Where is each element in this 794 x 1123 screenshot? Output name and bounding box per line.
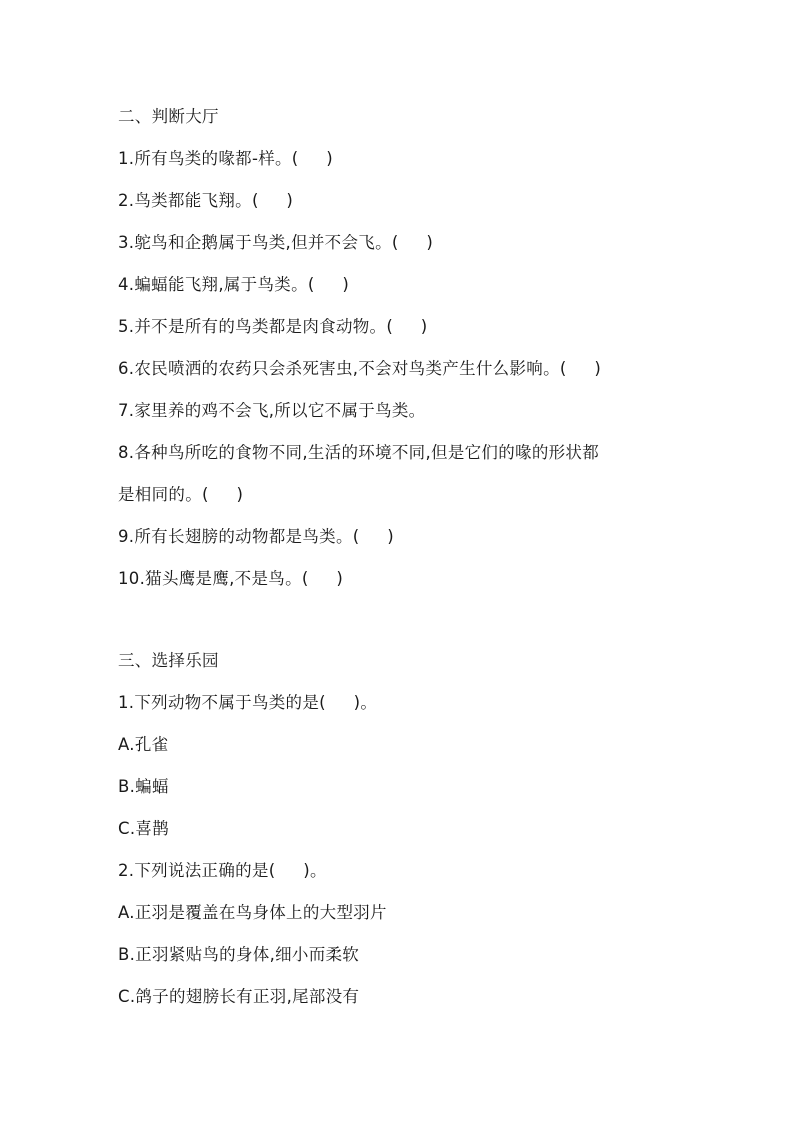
section-heading: 二、判断大厅 bbox=[118, 107, 219, 126]
question-4: 4.蝙蝠能飞翔,属于鸟类。( ) bbox=[118, 275, 350, 294]
choice-option-b: B.蝙蝠 bbox=[118, 777, 169, 796]
choice-option-c: C.鸽子的翅膀长有正羽,尾部没有 bbox=[118, 987, 360, 1006]
choice-option-a: A.孔雀 bbox=[118, 735, 169, 754]
question-3: 3.鸵鸟和企鹅属于鸟类,但并不会飞。( ) bbox=[118, 233, 434, 252]
choice-option-c: C.喜鹊 bbox=[118, 819, 169, 838]
question-8: 8.各种鸟所吃的食物不同,生活的环境不同,但是它们的喙的形状都 bbox=[118, 443, 600, 462]
choice-question-2: 2.下列说法正确的是( )。 bbox=[118, 861, 327, 880]
question-7: 7.家里养的鸡不会飞,所以它不属于鸟类。 bbox=[118, 401, 426, 420]
question-6: 6.农民喷洒的农药只会杀死害虫,不会对鸟类产生什么影响。( ) bbox=[118, 359, 602, 378]
choice-option-a: A.正羽是覆盖在鸟身体上的大型羽片 bbox=[118, 903, 387, 922]
section-heading: 三、选择乐园 bbox=[118, 651, 219, 670]
question-2: 2.鸟类都能飞翔。( ) bbox=[118, 191, 294, 210]
question-5: 5.并不是所有的鸟类都是肉食动物。( ) bbox=[118, 317, 428, 336]
question-1: 1.所有鸟类的喙都-样。( ) bbox=[118, 149, 333, 168]
question-9: 9.所有长翅膀的动物都是鸟类。( ) bbox=[118, 527, 394, 546]
question-8-continued: 是相同的。( ) bbox=[118, 485, 244, 504]
choice-option-b: B.正羽紧贴鸟的身体,细小而柔软 bbox=[118, 945, 360, 964]
choice-question-1: 1.下列动物不属于鸟类的是( )。 bbox=[118, 693, 378, 712]
question-10: 10.猫头鹰是鹰,不是鸟。( ) bbox=[118, 569, 344, 588]
